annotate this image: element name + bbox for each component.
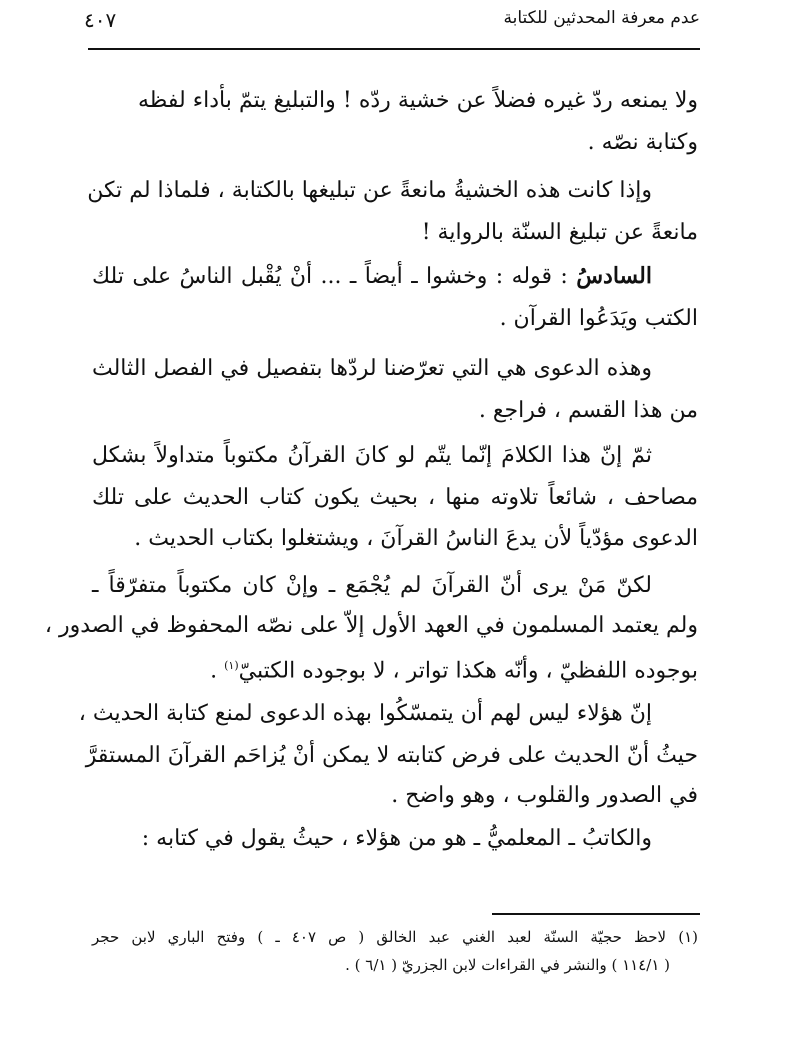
running-header-title: عدم معرفة المحدثين للكتابة — [503, 8, 700, 28]
text-line: ولا يمنعه ردّ غيره فضلاً عن خشية ردّه ! والتبليغ يتمّ بأداء لفظه — [138, 88, 698, 113]
text-line: إنّ هؤلاء ليس لهم أن يتمسّكُوا بهذه الدعوى لمنع كتابة الحديث ، — [78, 701, 652, 726]
text-line: والكاتبُ ـ المعلميُّ ـ هو من هؤلاء ، حيثُ يقول في كتابه : — [141, 826, 652, 851]
text-line: حيثُ أنّ الحديث على فرض كتابته لا يمكن أنْ يُزاحَم القرآنَ المستقرَّ — [85, 743, 698, 768]
text-line: وهذه الدعوى هي التي تعرّضنا لردّها بتفصيل في الفصل الثالث — [92, 356, 652, 381]
footnote-ref[interactable]: (١) — [224, 659, 239, 672]
page-number: ٤٠٧ — [84, 8, 117, 32]
text-line: لكنّ مَنْ يرى أنّ القرآنَ لم يُجْمَع ـ وإنْ كان مكتوباً متفرّقاً ـ — [92, 573, 652, 598]
text-line: وإذا كانت هذه الخشيةُ مانعةً عن تبليغها بالكتابة ، فلماذا لم تكن — [87, 178, 652, 203]
section-lead: السادسُ — [576, 263, 652, 289]
text-line: في الصدور والقلوب ، وهو واضح . — [391, 783, 698, 808]
text-line: الدعوى مؤدّياً لأن يدعَ الناسُ القرآنَ ، ويشتغلوا بكتاب الحديث . — [134, 526, 698, 551]
footnote-line: (١) لاحظ حجيّة السنّة لعبد الغني عبد الخالق ( ص ٤٠٧ ـ ) وفتح الباري لابن حجر — [92, 928, 698, 946]
text-line: مصاحف ، شائعاً تلاوته منها ، بحيث يكون كتاب الحديث على تلك — [92, 485, 698, 510]
header-rule — [88, 48, 700, 50]
footnote-line: ( ١١٤/١ ) والنشر في القراءات لابن الجزريّ ( ٦/١ ) . — [345, 956, 670, 974]
footnote-rule — [492, 913, 700, 915]
text-line: بوجوده اللفظيّ ، وأنّه هكذا تواتر ، لا بوجوده الكتبيّ$^{(١)}$ . — [210, 658, 698, 684]
text-line: ولم يعتمد المسلمون في العهد الأول إلاّ على نصّه المحفوظ في الصدور ، — [44, 613, 698, 638]
text-line: ثمّ إنّ هذا الكلامَ إنّما يتّم لو كانَ القرآنُ مكتوباً متداولاً بشكل — [92, 443, 652, 468]
text-line: من هذا القسم ، فراجع . — [478, 398, 698, 423]
text-line: مانعةً عن تبليغ السنّة بالرواية ! — [421, 220, 698, 245]
text-line: وكتابة نصّه . — [587, 130, 698, 155]
text-line: السادسُ : قوله : وخشوا ـ أيضاً ـ ... أنْ يُقْبل الناسُ على تلك — [92, 263, 652, 289]
text-line: الكتب ويَدَعُوا القرآن . — [499, 306, 698, 331]
